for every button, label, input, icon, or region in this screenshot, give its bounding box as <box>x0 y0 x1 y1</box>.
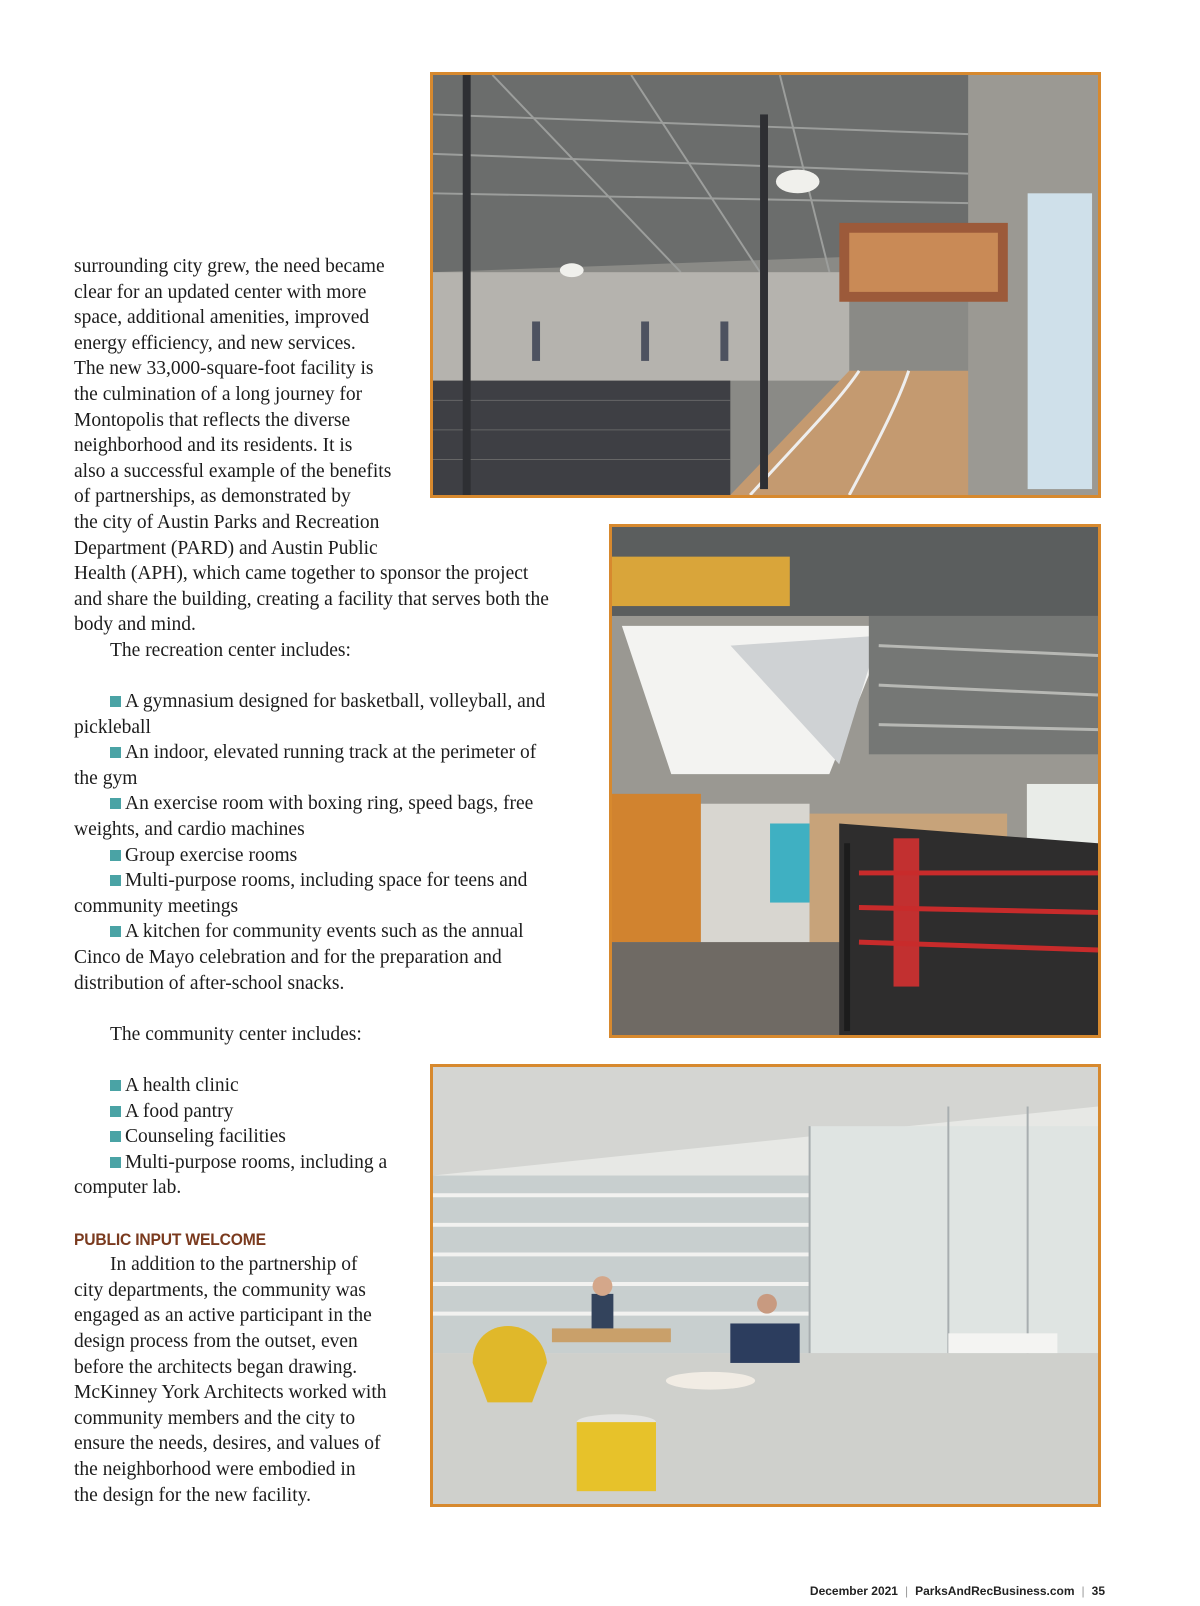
list-item: Counseling facilities <box>74 1124 574 1150</box>
footer-site: ParksAndRecBusiness.com <box>915 1584 1075 1598</box>
body-line: the neighborhood were embodied in <box>74 1458 356 1480</box>
body-line: the culmination of a long journey for <box>74 383 363 405</box>
list-item: A gymnasium designed for basketball, volleyball, and pickleball <box>74 691 546 738</box>
bullet-square-icon <box>110 850 121 861</box>
list-item: A food pantry <box>74 1099 574 1125</box>
body-line: Montopolis that reflects the diverse <box>74 409 351 431</box>
body-line: space, additional amenities, improved <box>74 307 370 329</box>
body-line: In addition to the partnership of <box>110 1254 358 1276</box>
boxing-photo-illustration <box>612 527 1098 1035</box>
body-line: ensure the needs, desires, and values of <box>74 1433 381 1455</box>
bullet-square-icon <box>110 1157 121 1168</box>
list-item: An indoor, elevated running track at the perimeter of the gym <box>74 742 537 789</box>
community-intro: The community center includes: <box>110 1023 362 1045</box>
bullet-square-icon <box>110 696 121 707</box>
list-item: Multi-purpose rooms, including a computer lab. <box>74 1151 388 1199</box>
bullet-square-icon <box>110 1106 121 1117</box>
body-line: McKinney York Architects worked with <box>74 1382 387 1404</box>
page-number: 35 <box>1091 1584 1105 1598</box>
list-item: A health clinic <box>74 1073 574 1099</box>
body-line: neighborhood and its residents. It is <box>74 435 353 457</box>
list-item: Multi-purpose rooms, including space for teens and community meetings <box>74 870 528 917</box>
body-line: also a successful example of the benefits <box>74 460 392 482</box>
bullet-square-icon <box>110 926 121 937</box>
lounge-photo-illustration <box>433 1067 1098 1504</box>
gym-running-track-photo <box>430 72 1101 498</box>
body-line: city departments, the community was <box>74 1279 366 1301</box>
body-line: clear for an updated center with more <box>74 281 367 303</box>
gym-photo-illustration <box>433 75 1098 495</box>
footer-date: December 2021 <box>809 1584 898 1598</box>
bullet-square-icon <box>110 1131 121 1142</box>
body-line: the city of Austin Parks and Recreation <box>74 511 380 533</box>
list-item: Group exercise rooms <box>74 843 564 869</box>
rec-intro: The recreation center includes: <box>110 639 351 661</box>
page-footer: December 2021 | ParksAndRecBusiness.com | 35 <box>809 1584 1105 1598</box>
body-line: of partnerships, as demonstrated by <box>74 486 351 508</box>
list-item: A kitchen for community events such as the annual Cinco de Mayo celebration and for the preparation and distribution of after-school snacks. <box>74 921 524 994</box>
bullet-square-icon <box>110 1080 121 1091</box>
body-line: community members and the city to <box>74 1407 356 1429</box>
bullet-square-icon <box>110 875 121 886</box>
bullet-square-icon <box>110 747 121 758</box>
section-subheading: PUBLIC INPUT WELCOME <box>74 1229 266 1249</box>
body-line: surrounding city grew, the need became <box>74 256 385 277</box>
lounge-photo <box>430 1064 1101 1507</box>
body-line: engaged as an active participant in the <box>74 1305 372 1327</box>
body-line: body and mind. <box>74 614 196 636</box>
body-line: and share the building, creating a facility that serves both the <box>74 588 549 610</box>
body-line: design process from the outset, even <box>74 1330 358 1352</box>
boxing-ring-photo <box>609 524 1101 1038</box>
list-item: An exercise room with boxing ring, speed bags, free weights, and cardio machines <box>74 793 534 841</box>
body-line: energy efficiency, and new services. <box>74 332 356 354</box>
bullet-square-icon <box>110 798 121 809</box>
body-line: Department (PARD) and Austin Public <box>74 537 378 559</box>
body-line: the design for the new facility. <box>74 1484 311 1506</box>
body-line: The new 33,000-square-foot facility is <box>74 358 374 380</box>
body-line: Health (APH), which came together to sponsor the project <box>74 563 529 585</box>
body-line: before the architects began drawing. <box>74 1356 358 1378</box>
